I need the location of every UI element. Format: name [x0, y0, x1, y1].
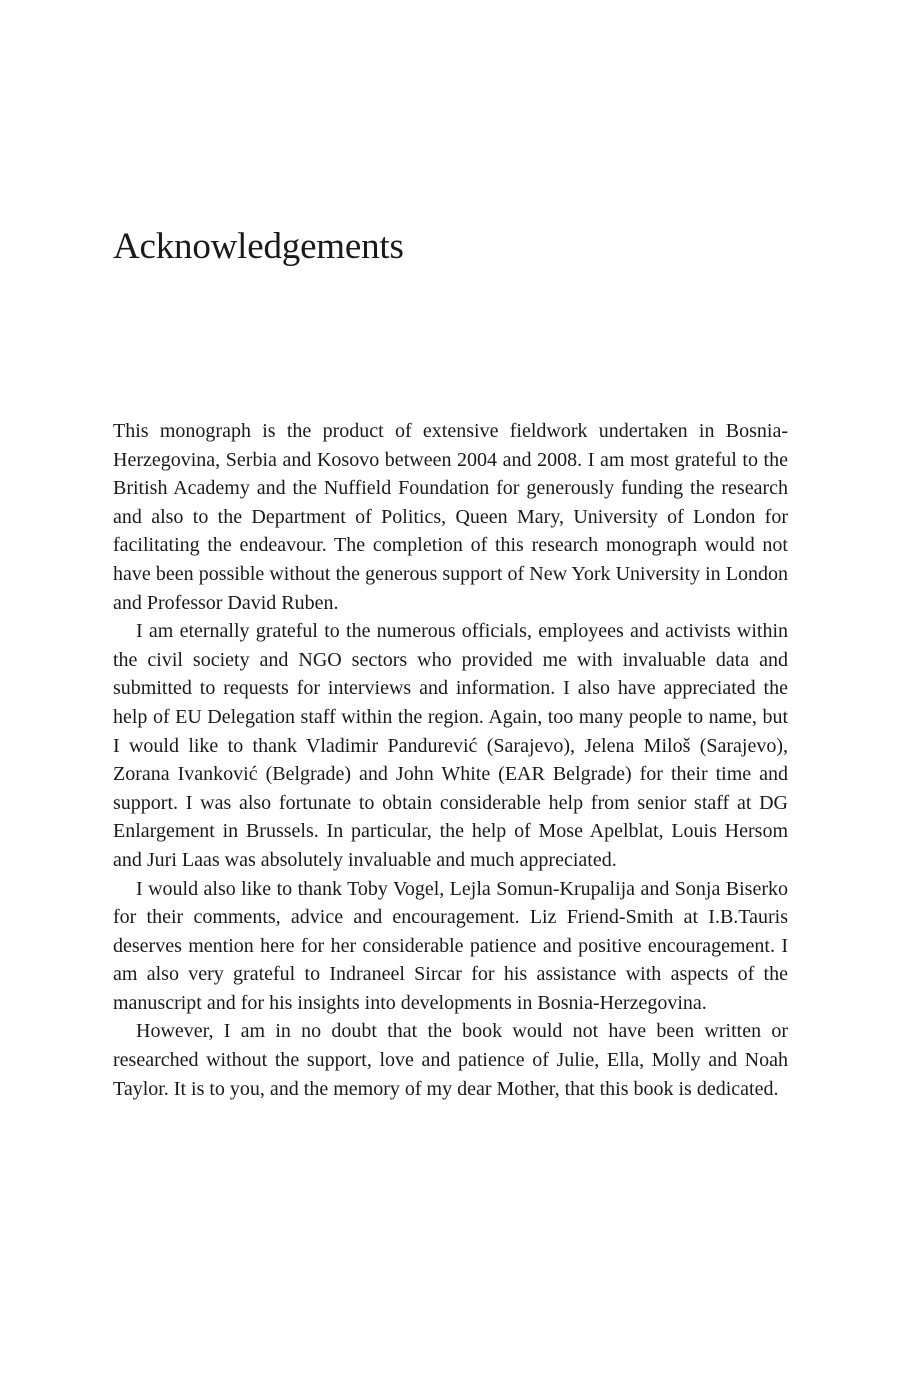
body-text: [113, 417, 788, 1103]
paragraph-2: I am eternally grateful to the numerous officials, employees and activists within the civil society and NGO sectors who provided me with invaluable data and submitted to requests for interviews and information. I also have appreciated the help of EU Delegation staff within the region. Again, too many people to name, but I would like to thank Vladimir Pandurević (Sarajevo), Jelena Miloš (Sarajevo), Zorana Ivanković (Belgrade) and John White (EAR Belgrade) for their time and support. I was also fortunate to obtain considerable help from senior staff at DG Enlargement in Brussels. In particular, the help of Mose Apelblat, Louis Hersom and Juri Laas was absolutely invaluable and much appreciated.: [113, 620, 788, 871]
paragraph-3: I would also like to thank Toby Vogel, Lejla Somun-Krupalija and Sonja Biserko for their comments, advice and encouragement. Liz Friend-Smith at I.B.Tauris deserves mention here for her considerable patience and positive encouragement. I am also very grateful to Indraneel Sircar for his assistance with aspects of the manuscript and for his insights into developments in Bosnia-Herzegovina.: [113, 877, 788, 1014]
paragraph-1: This monograph is the product of extensive fieldwork undertaken in Bosnia-Herzegovina, Serbia and Kosovo between 2004 and 2008. I am most grateful to the British Academy and the Nuffield Foundation for generously funding the research and also to the Department of Politics, Queen Mary, University of London for facilitating the endeavour. The completion of this research monograph would not have been possible without the generous support of New York University in London and Professor David Ruben.: [113, 420, 788, 614]
page-title: Acknowledgements: [113, 226, 404, 267]
paragraph-4: However, I am in no doubt that the book would not have been written or researched without the support, love and patience of Julie, Ella, Molly and Noah Taylor. It is to you, and the memory of my dear Mother, that this book is dedicated.: [113, 1020, 788, 1100]
